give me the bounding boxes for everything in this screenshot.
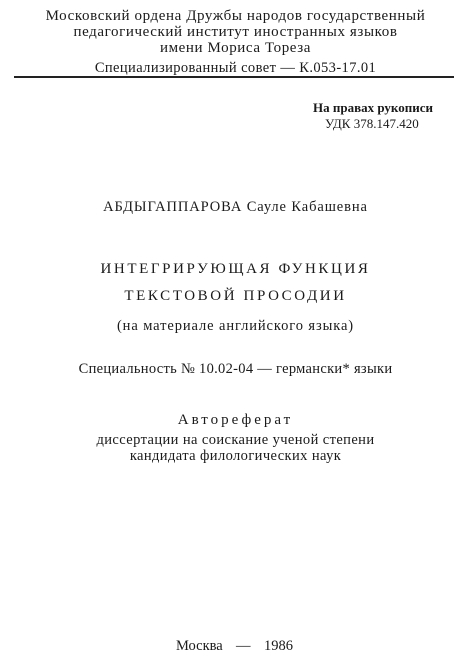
abstract-line-1: диссертации на соискание ученой степени <box>96 432 375 448</box>
footer-city: Москва <box>176 638 223 654</box>
rights-label: На правах рукописи <box>313 100 433 115</box>
title-line-1: ИНТЕГРИРУЮЩАЯ ФУНКЦИЯ <box>100 261 371 277</box>
udk-code: УДК 378.147.420 <box>325 116 419 131</box>
footer-year: 1986 <box>264 638 293 654</box>
institution-line-3: имени Мориса Тореза <box>159 40 312 56</box>
rights-block <box>313 100 433 132</box>
abstract-line-2: кандидата филологических наук <box>129 448 342 464</box>
title-line-2: ТЕКСТОВОЙ ПРОСОДИИ <box>124 288 347 304</box>
institution-line-1: Московский ордена Дружбы народов государственный <box>45 8 426 24</box>
institution-line-2: педагогический институт иностранных языков <box>73 24 398 40</box>
abstract-heading: Автореферат <box>177 412 294 428</box>
specialty-line: Специальность № 10.02-04 — германски* языки <box>78 361 393 377</box>
council-line: Специализированный совет — К.053-17.01 <box>94 60 377 76</box>
author-name: АБДЫГАППАРОВА Сауле Кабашевна <box>103 199 368 215</box>
footer-dash: — <box>236 638 251 654</box>
title-subtitle: (на материале английского языка) <box>116 318 355 334</box>
